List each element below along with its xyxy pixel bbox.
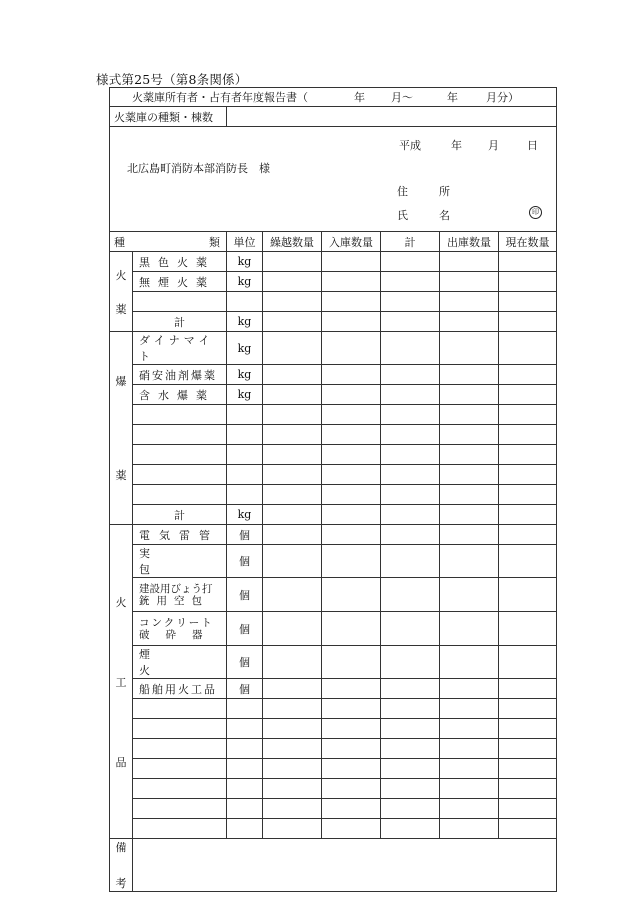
report-date	[399, 137, 538, 153]
table-row	[110, 425, 557, 445]
table-row	[110, 525, 557, 545]
cell-input[interactable]	[499, 578, 557, 612]
cell-input[interactable]	[263, 365, 322, 385]
cell-input[interactable]	[322, 699, 381, 719]
item-blank[interactable]	[133, 485, 227, 505]
cell-input[interactable]	[322, 465, 381, 485]
unit-blank[interactable]	[227, 799, 263, 819]
remarks-line1: 備	[115, 841, 127, 854]
cell-input[interactable]	[263, 759, 322, 779]
cell-input[interactable]	[322, 779, 381, 799]
cell-input[interactable]	[263, 719, 322, 739]
cell-input[interactable]	[499, 465, 557, 485]
cell-input[interactable]	[263, 545, 322, 578]
cell-input[interactable]	[263, 578, 322, 612]
cell-input[interactable]	[440, 465, 499, 485]
cell-input[interactable]	[499, 332, 557, 365]
cell-input[interactable]	[381, 505, 440, 525]
cell-input[interactable]	[322, 332, 381, 365]
unit-blank[interactable]	[227, 445, 263, 465]
item-smokeless-powder: 無煙火薬	[133, 272, 227, 292]
table-row	[110, 578, 557, 612]
date-month: 月	[488, 139, 499, 152]
applicant-block	[110, 127, 557, 232]
cell-input[interactable]	[263, 405, 322, 425]
report-title	[110, 88, 557, 107]
report-form	[109, 87, 556, 892]
cell-input[interactable]	[322, 545, 381, 578]
col-type-right: 類	[209, 235, 220, 249]
table-row	[110, 465, 557, 485]
cell-input[interactable]	[322, 485, 381, 505]
item-concrete-line2: 破砕器	[139, 628, 219, 641]
unit-blank[interactable]	[227, 759, 263, 779]
cell-input[interactable]	[381, 578, 440, 612]
item-blank[interactable]	[133, 699, 227, 719]
cell-input[interactable]	[263, 612, 322, 646]
cell-input[interactable]	[440, 505, 499, 525]
cell-input[interactable]	[263, 679, 322, 699]
item-gunpowder-total: 計	[133, 312, 227, 332]
cell-input[interactable]	[381, 759, 440, 779]
item-black-powder: 黒色火薬	[133, 252, 227, 272]
cell-input[interactable]	[322, 365, 381, 385]
cell-input[interactable]	[322, 292, 381, 312]
col-unit: 単位	[227, 232, 263, 252]
table-row	[110, 719, 557, 739]
unit-kg: kg	[227, 252, 263, 272]
unit-piece: 個	[227, 545, 263, 578]
table-row	[110, 332, 557, 365]
item-rivet-line2: 銃用空包	[139, 594, 209, 607]
table-row	[110, 612, 557, 646]
cell-input[interactable]	[322, 739, 381, 759]
table-row	[110, 759, 557, 779]
cell-input[interactable]	[381, 612, 440, 646]
item-blank[interactable]	[133, 759, 227, 779]
cell-input[interactable]	[499, 525, 557, 545]
table-row	[110, 405, 557, 425]
unit-blank[interactable]	[227, 465, 263, 485]
cell-input[interactable]	[440, 799, 499, 819]
cell-input[interactable]	[381, 405, 440, 425]
cell-input[interactable]	[499, 405, 557, 425]
col-current: 現在数量	[499, 232, 557, 252]
table-row	[110, 272, 557, 292]
date-day: 日	[527, 139, 538, 152]
title-month-from: 月〜	[391, 91, 413, 104]
col-shipped: 出庫数量	[440, 232, 499, 252]
storage-type-field[interactable]	[227, 107, 557, 127]
item-blank[interactable]	[133, 465, 227, 485]
unit-piece: 個	[227, 646, 263, 679]
cell-input[interactable]	[499, 779, 557, 799]
cell-input[interactable]	[263, 292, 322, 312]
cell-input[interactable]	[322, 759, 381, 779]
seal-mark: 印	[529, 206, 542, 219]
cell-input[interactable]	[440, 819, 499, 839]
item-blank[interactable]	[133, 405, 227, 425]
name-label: 氏 名	[397, 209, 460, 222]
unit-blank[interactable]	[227, 485, 263, 505]
cell-input[interactable]	[440, 612, 499, 646]
table-row	[110, 485, 557, 505]
cell-input[interactable]	[499, 545, 557, 578]
remarks-field[interactable]	[133, 839, 557, 892]
form-code: 様式第25号（第8条関係）	[96, 72, 248, 87]
table-row	[110, 312, 557, 332]
col-type-left: 種	[114, 235, 125, 249]
remarks-row	[110, 839, 557, 892]
cell-input[interactable]	[440, 545, 499, 578]
item-blank[interactable]	[133, 719, 227, 739]
cell-input[interactable]	[263, 445, 322, 465]
unit-blank[interactable]	[227, 425, 263, 445]
item-ammonium-nitrate: 硝安油剤爆薬	[133, 365, 227, 385]
cell-input[interactable]	[499, 272, 557, 292]
cell-input[interactable]	[322, 252, 381, 272]
cell-input[interactable]	[263, 312, 322, 332]
cell-input[interactable]	[263, 332, 322, 365]
cell-input[interactable]	[499, 679, 557, 699]
cell-input[interactable]	[381, 545, 440, 578]
cell-input[interactable]	[381, 292, 440, 312]
cell-input[interactable]	[381, 679, 440, 699]
table-row	[110, 646, 557, 679]
title-year-from: 年	[354, 91, 365, 104]
date-year: 年	[451, 139, 462, 152]
cell-input[interactable]	[381, 365, 440, 385]
cell-input[interactable]	[381, 799, 440, 819]
table-row	[110, 252, 557, 272]
unit-blank[interactable]	[227, 292, 263, 312]
cell-input[interactable]	[440, 719, 499, 739]
item-blank[interactable]	[133, 799, 227, 819]
cell-input[interactable]	[440, 739, 499, 759]
cell-input[interactable]	[440, 385, 499, 405]
cell-input[interactable]	[440, 425, 499, 445]
item-blank[interactable]	[133, 739, 227, 759]
cell-input[interactable]	[381, 819, 440, 839]
cell-input[interactable]	[499, 252, 557, 272]
cell-input[interactable]	[263, 485, 322, 505]
cell-input[interactable]	[381, 646, 440, 679]
cell-input[interactable]	[381, 385, 440, 405]
group-gunpowder	[110, 252, 133, 332]
cell-input[interactable]	[322, 312, 381, 332]
col-received: 入庫数量	[322, 232, 381, 252]
cell-input[interactable]	[499, 739, 557, 759]
item-water-gel: 含水爆薬	[133, 385, 227, 405]
cell-input[interactable]	[381, 332, 440, 365]
title-year-to: 年	[447, 91, 458, 104]
col-type	[110, 232, 227, 252]
cell-input[interactable]	[381, 445, 440, 465]
cell-input[interactable]	[440, 405, 499, 425]
addressee: 北広島町消防本部消防長 様	[127, 162, 270, 175]
cell-input[interactable]	[381, 465, 440, 485]
unit-piece: 個	[227, 525, 263, 545]
item-dynamite: ダイナマイト	[133, 332, 227, 365]
cell-input[interactable]	[263, 252, 322, 272]
cell-input[interactable]	[322, 612, 381, 646]
cell-input[interactable]	[263, 425, 322, 445]
cell-input[interactable]	[499, 385, 557, 405]
item-rivet-line1: 建設用びょう打	[139, 582, 213, 595]
cell-input[interactable]	[499, 719, 557, 739]
item-blank[interactable]	[133, 819, 227, 839]
cell-input[interactable]	[440, 525, 499, 545]
group-gunpowder-line2: 薬	[115, 302, 127, 316]
cell-input[interactable]	[499, 699, 557, 719]
table-row	[110, 819, 557, 839]
unit-blank[interactable]	[227, 739, 263, 759]
cell-input[interactable]	[263, 505, 322, 525]
item-fireworks: 煙火	[133, 646, 227, 679]
remarks-line2: 考	[115, 877, 127, 890]
cell-input[interactable]	[381, 425, 440, 445]
unit-piece: 個	[227, 612, 263, 646]
table-row	[110, 699, 557, 719]
report-table	[109, 87, 557, 892]
table-row	[110, 365, 557, 385]
cell-input[interactable]	[440, 578, 499, 612]
cell-input[interactable]	[322, 525, 381, 545]
cell-input[interactable]	[499, 505, 557, 525]
table-row	[110, 799, 557, 819]
cell-input[interactable]	[322, 679, 381, 699]
unit-kg: kg	[227, 505, 263, 525]
item-concrete-line1: コンクリート	[139, 616, 214, 629]
item-blank[interactable]	[133, 779, 227, 799]
group-pyro-line2: 工	[115, 675, 127, 689]
cell-input[interactable]	[322, 578, 381, 612]
item-blank[interactable]	[133, 445, 227, 465]
cell-input[interactable]	[440, 252, 499, 272]
unit-kg: kg	[227, 332, 263, 365]
table-row	[110, 779, 557, 799]
cell-input[interactable]	[263, 525, 322, 545]
cell-input[interactable]	[440, 779, 499, 799]
group-pyrotechnics	[110, 525, 133, 839]
group-explosives-line2: 薬	[115, 469, 127, 482]
cell-input[interactable]	[381, 699, 440, 719]
unit-kg: kg	[227, 365, 263, 385]
cell-input[interactable]	[381, 272, 440, 292]
cell-input[interactable]	[263, 819, 322, 839]
cell-input[interactable]	[322, 719, 381, 739]
cell-input[interactable]	[440, 699, 499, 719]
unit-kg: kg	[227, 312, 263, 332]
unit-kg: kg	[227, 272, 263, 292]
group-gunpowder-line1: 火	[115, 268, 127, 282]
cell-input[interactable]	[499, 445, 557, 465]
cell-input[interactable]	[499, 799, 557, 819]
table-row	[110, 679, 557, 699]
item-explosives-total: 計	[133, 505, 227, 525]
cell-input[interactable]	[322, 272, 381, 292]
item-rivet-cartridge	[133, 578, 227, 612]
table-row	[110, 385, 557, 405]
item-blank[interactable]	[133, 292, 227, 312]
cell-input[interactable]	[499, 759, 557, 779]
cell-input[interactable]	[322, 385, 381, 405]
cell-input[interactable]	[381, 252, 440, 272]
remarks-label	[110, 839, 133, 892]
unit-kg: kg	[227, 385, 263, 405]
cell-input[interactable]	[381, 485, 440, 505]
cell-input[interactable]	[263, 385, 322, 405]
group-explosives	[110, 332, 133, 525]
cell-input[interactable]	[440, 332, 499, 365]
cell-input[interactable]	[263, 465, 322, 485]
title-main: 火薬庫所有者・占有者年度報告書（	[132, 91, 308, 104]
cell-input[interactable]	[440, 312, 499, 332]
cell-input[interactable]	[440, 292, 499, 312]
cell-input[interactable]	[263, 739, 322, 759]
cell-input[interactable]	[440, 679, 499, 699]
col-total: 計	[381, 232, 440, 252]
cell-input[interactable]	[440, 759, 499, 779]
table-row	[110, 545, 557, 578]
item-electric-detonator: 電気雷管	[133, 525, 227, 545]
unit-piece: 個	[227, 679, 263, 699]
cell-input[interactable]	[440, 485, 499, 505]
cell-input[interactable]	[440, 365, 499, 385]
cell-input[interactable]	[499, 646, 557, 679]
cell-input[interactable]	[263, 272, 322, 292]
cell-input[interactable]	[499, 819, 557, 839]
table-row	[110, 292, 557, 312]
cell-input[interactable]	[263, 646, 322, 679]
cell-input[interactable]	[322, 505, 381, 525]
storage-type-label: 火薬庫の種類・棟数	[110, 107, 227, 127]
cell-input[interactable]	[381, 719, 440, 739]
group-explosives-line1: 爆	[115, 375, 127, 388]
group-pyro-line3: 品	[115, 755, 127, 769]
unit-piece: 個	[227, 578, 263, 612]
unit-blank[interactable]	[227, 699, 263, 719]
cell-input[interactable]	[263, 779, 322, 799]
cell-input[interactable]	[499, 365, 557, 385]
item-blank[interactable]	[133, 425, 227, 445]
cell-input[interactable]	[381, 312, 440, 332]
column-header-row	[110, 232, 557, 252]
cell-input[interactable]	[440, 445, 499, 465]
cell-input[interactable]	[499, 312, 557, 332]
cell-input[interactable]	[322, 646, 381, 679]
cell-input[interactable]	[322, 405, 381, 425]
cell-input[interactable]	[499, 612, 557, 646]
date-era: 平成	[399, 139, 421, 152]
table-row	[110, 505, 557, 525]
cell-input[interactable]	[381, 779, 440, 799]
cell-input[interactable]	[499, 485, 557, 505]
cell-input[interactable]	[263, 699, 322, 719]
address-label: 住 所	[397, 185, 460, 198]
unit-blank[interactable]	[227, 779, 263, 799]
group-pyro-line1: 火	[115, 595, 127, 609]
cell-input[interactable]	[440, 272, 499, 292]
unit-blank[interactable]	[227, 819, 263, 839]
cell-input[interactable]	[322, 819, 381, 839]
cell-input[interactable]	[322, 799, 381, 819]
item-marine-pyro: 船舶用火工品	[133, 679, 227, 699]
unit-blank[interactable]	[227, 405, 263, 425]
item-blank-cartridge: 実包	[133, 545, 227, 578]
item-concrete-breaker	[133, 612, 227, 646]
cell-input[interactable]	[499, 292, 557, 312]
table-row	[110, 739, 557, 759]
cell-input[interactable]	[322, 445, 381, 465]
col-carried-over: 繰越数量	[263, 232, 322, 252]
table-row	[110, 445, 557, 465]
cell-input[interactable]	[381, 739, 440, 759]
cell-input[interactable]	[440, 646, 499, 679]
cell-input[interactable]	[381, 525, 440, 545]
title-month-to: 月分）	[486, 91, 519, 104]
cell-input[interactable]	[499, 425, 557, 445]
unit-blank[interactable]	[227, 719, 263, 739]
cell-input[interactable]	[263, 799, 322, 819]
cell-input[interactable]	[322, 425, 381, 445]
